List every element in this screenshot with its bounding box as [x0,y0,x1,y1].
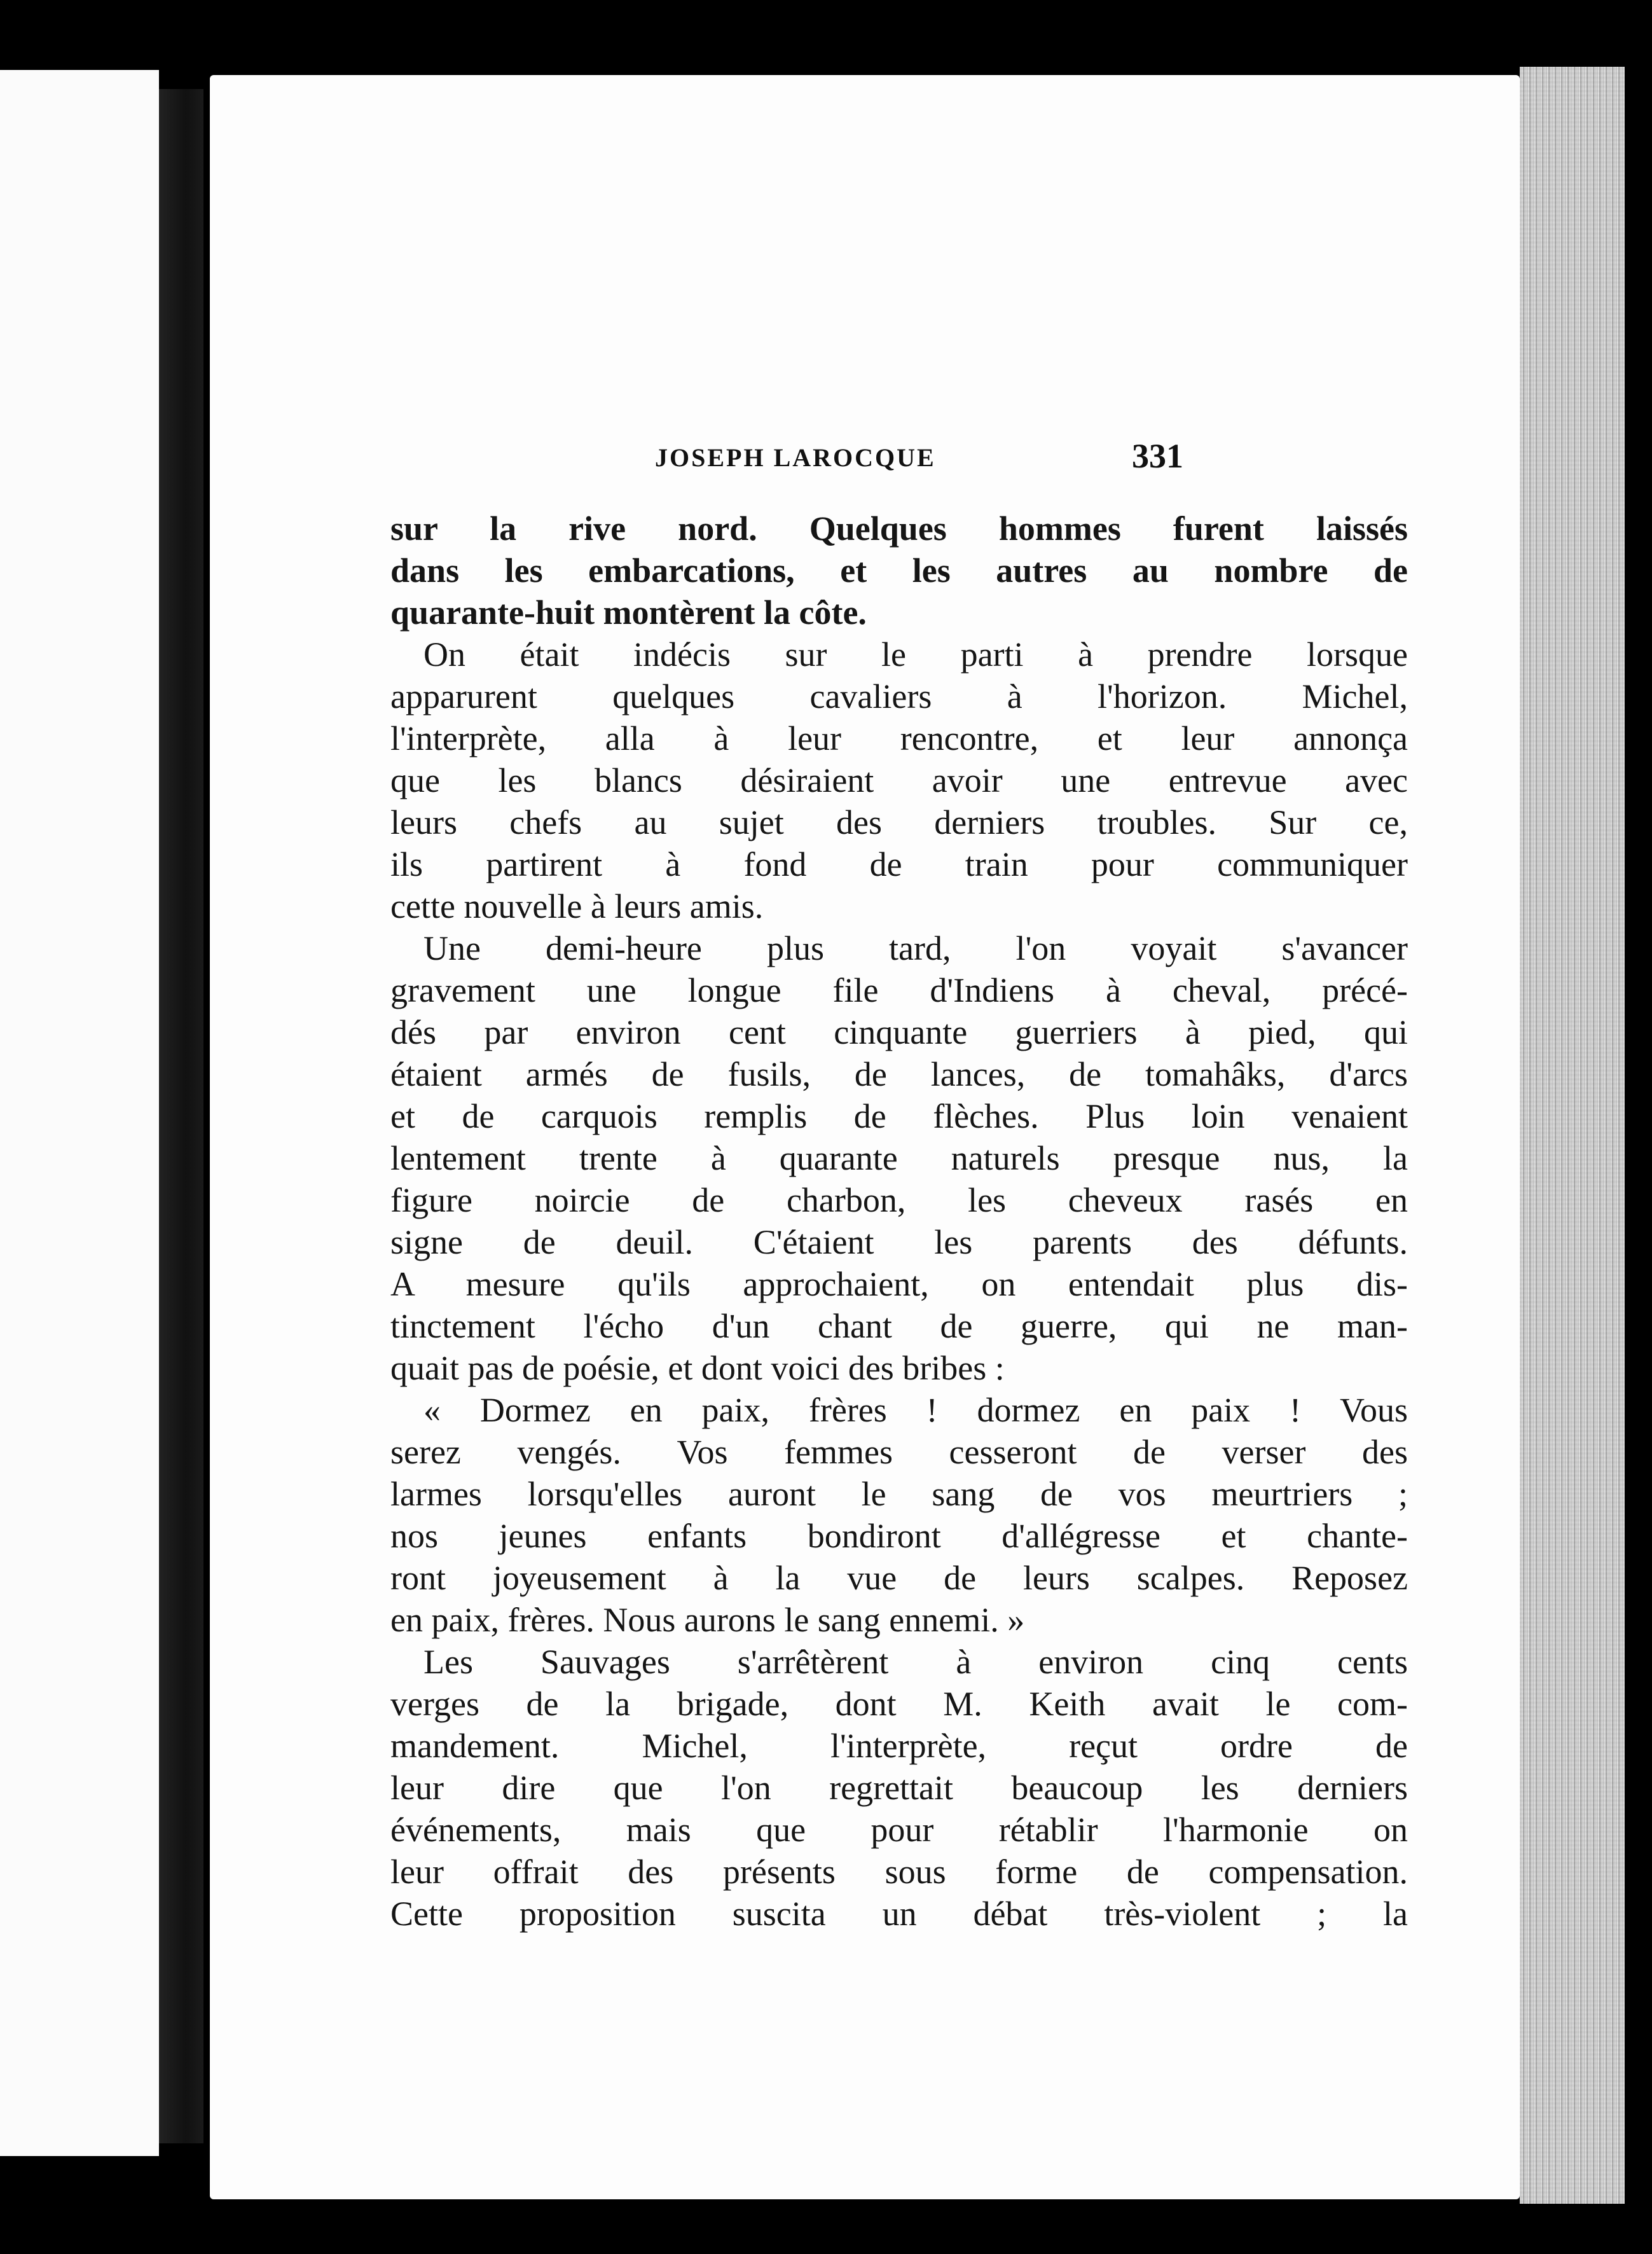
text-line: figure noircie de charbon, les cheveux rasés en [390,1181,1408,1219]
text-line: nos jeunes enfants bondiront d'allégresse et chante- [390,1517,1408,1555]
text-line: dans les embarcations, et les autres au nombre de [390,551,1408,590]
text-line: dés par environ cent cinquante guerriers à pied, qui [390,1013,1408,1051]
text-line: et de carquois remplis de flèches. Plus loin venaient [390,1097,1408,1135]
text-line: serez vengés. Vos femmes cesseront de verser des [390,1433,1408,1471]
text-line: « Dormez en paix, frères ! dormez en paix ! Vous [423,1391,1408,1429]
text-line: Cette proposition suscita un débat très-violent ; la [390,1895,1408,1933]
text-line: tinctement l'écho d'un chant de guerre, qui ne man- [390,1307,1408,1345]
body-text [390,508,1408,1935]
text-line: en paix, frères. Nous aurons le sang ennemi. » [390,1601,1025,1639]
text-line: sur la rive nord. Quelques hommes furent laissés [390,509,1408,548]
text-line: ront joyeusement à la vue de leurs scalpes. Reposez [390,1559,1408,1597]
previous-page-edge [0,70,159,2156]
book-page [210,75,1520,2199]
text-line: cette nouvelle à leurs amis. [390,887,764,925]
text-line: que les blancs désiraient avoir une entrevue avec [390,761,1408,799]
text-line: Une demi-heure plus tard, l'on voyait s'avancer [423,929,1408,967]
text-line: quarante-huit montèrent la côte. [390,593,867,632]
text-line: leur offrait des présents sous forme de compensation. [390,1853,1408,1891]
text-line: gravement une longue file d'Indiens à cheval, précé- [390,971,1408,1009]
text-line: verges de la brigade, dont M. Keith avait le com- [390,1685,1408,1723]
text-line: Les Sauvages s'arrêtèrent à environ cinq cents [423,1643,1408,1681]
page-edges [1520,67,1625,2204]
text-line: quait pas de poésie, et dont voici des bribes : [390,1349,1005,1387]
page-number: 331 [1132,437,1183,475]
text-line: mandement. Michel, l'interprète, reçut ordre de [390,1727,1408,1765]
running-head [210,437,1520,481]
text-line: apparurent quelques cavaliers à l'horizon. Michel, [390,677,1408,716]
text-line: signe de deuil. C'étaient les parents des défunts. [390,1223,1408,1261]
text-line: lentement trente à quarante naturels presque nus, la [390,1139,1408,1177]
text-line: leur dire que l'on regrettait beaucoup les derniers [390,1769,1408,1807]
text-line: A mesure qu'ils approchaient, on entendait plus dis- [390,1265,1408,1303]
text-line: larmes lorsqu'elles auront le sang de vos meurtriers ; [390,1475,1408,1513]
book-gutter [159,89,203,2143]
running-head-title: JOSEPH LAROCQUE [655,443,936,472]
text-line: leurs chefs au sujet des derniers troubles. Sur ce, [390,803,1408,841]
text-line: ils partirent à fond de train pour communiquer [390,845,1408,883]
text-line: On était indécis sur le parti à prendre lorsque [423,635,1408,674]
text-line: l'interprète, alla à leur rencontre, et leur annonça [390,719,1408,757]
text-line: étaient armés de fusils, de lances, de tomahâks, d'arcs [390,1055,1408,1093]
text-line: événements, mais que pour rétablir l'harmonie on [390,1811,1408,1849]
